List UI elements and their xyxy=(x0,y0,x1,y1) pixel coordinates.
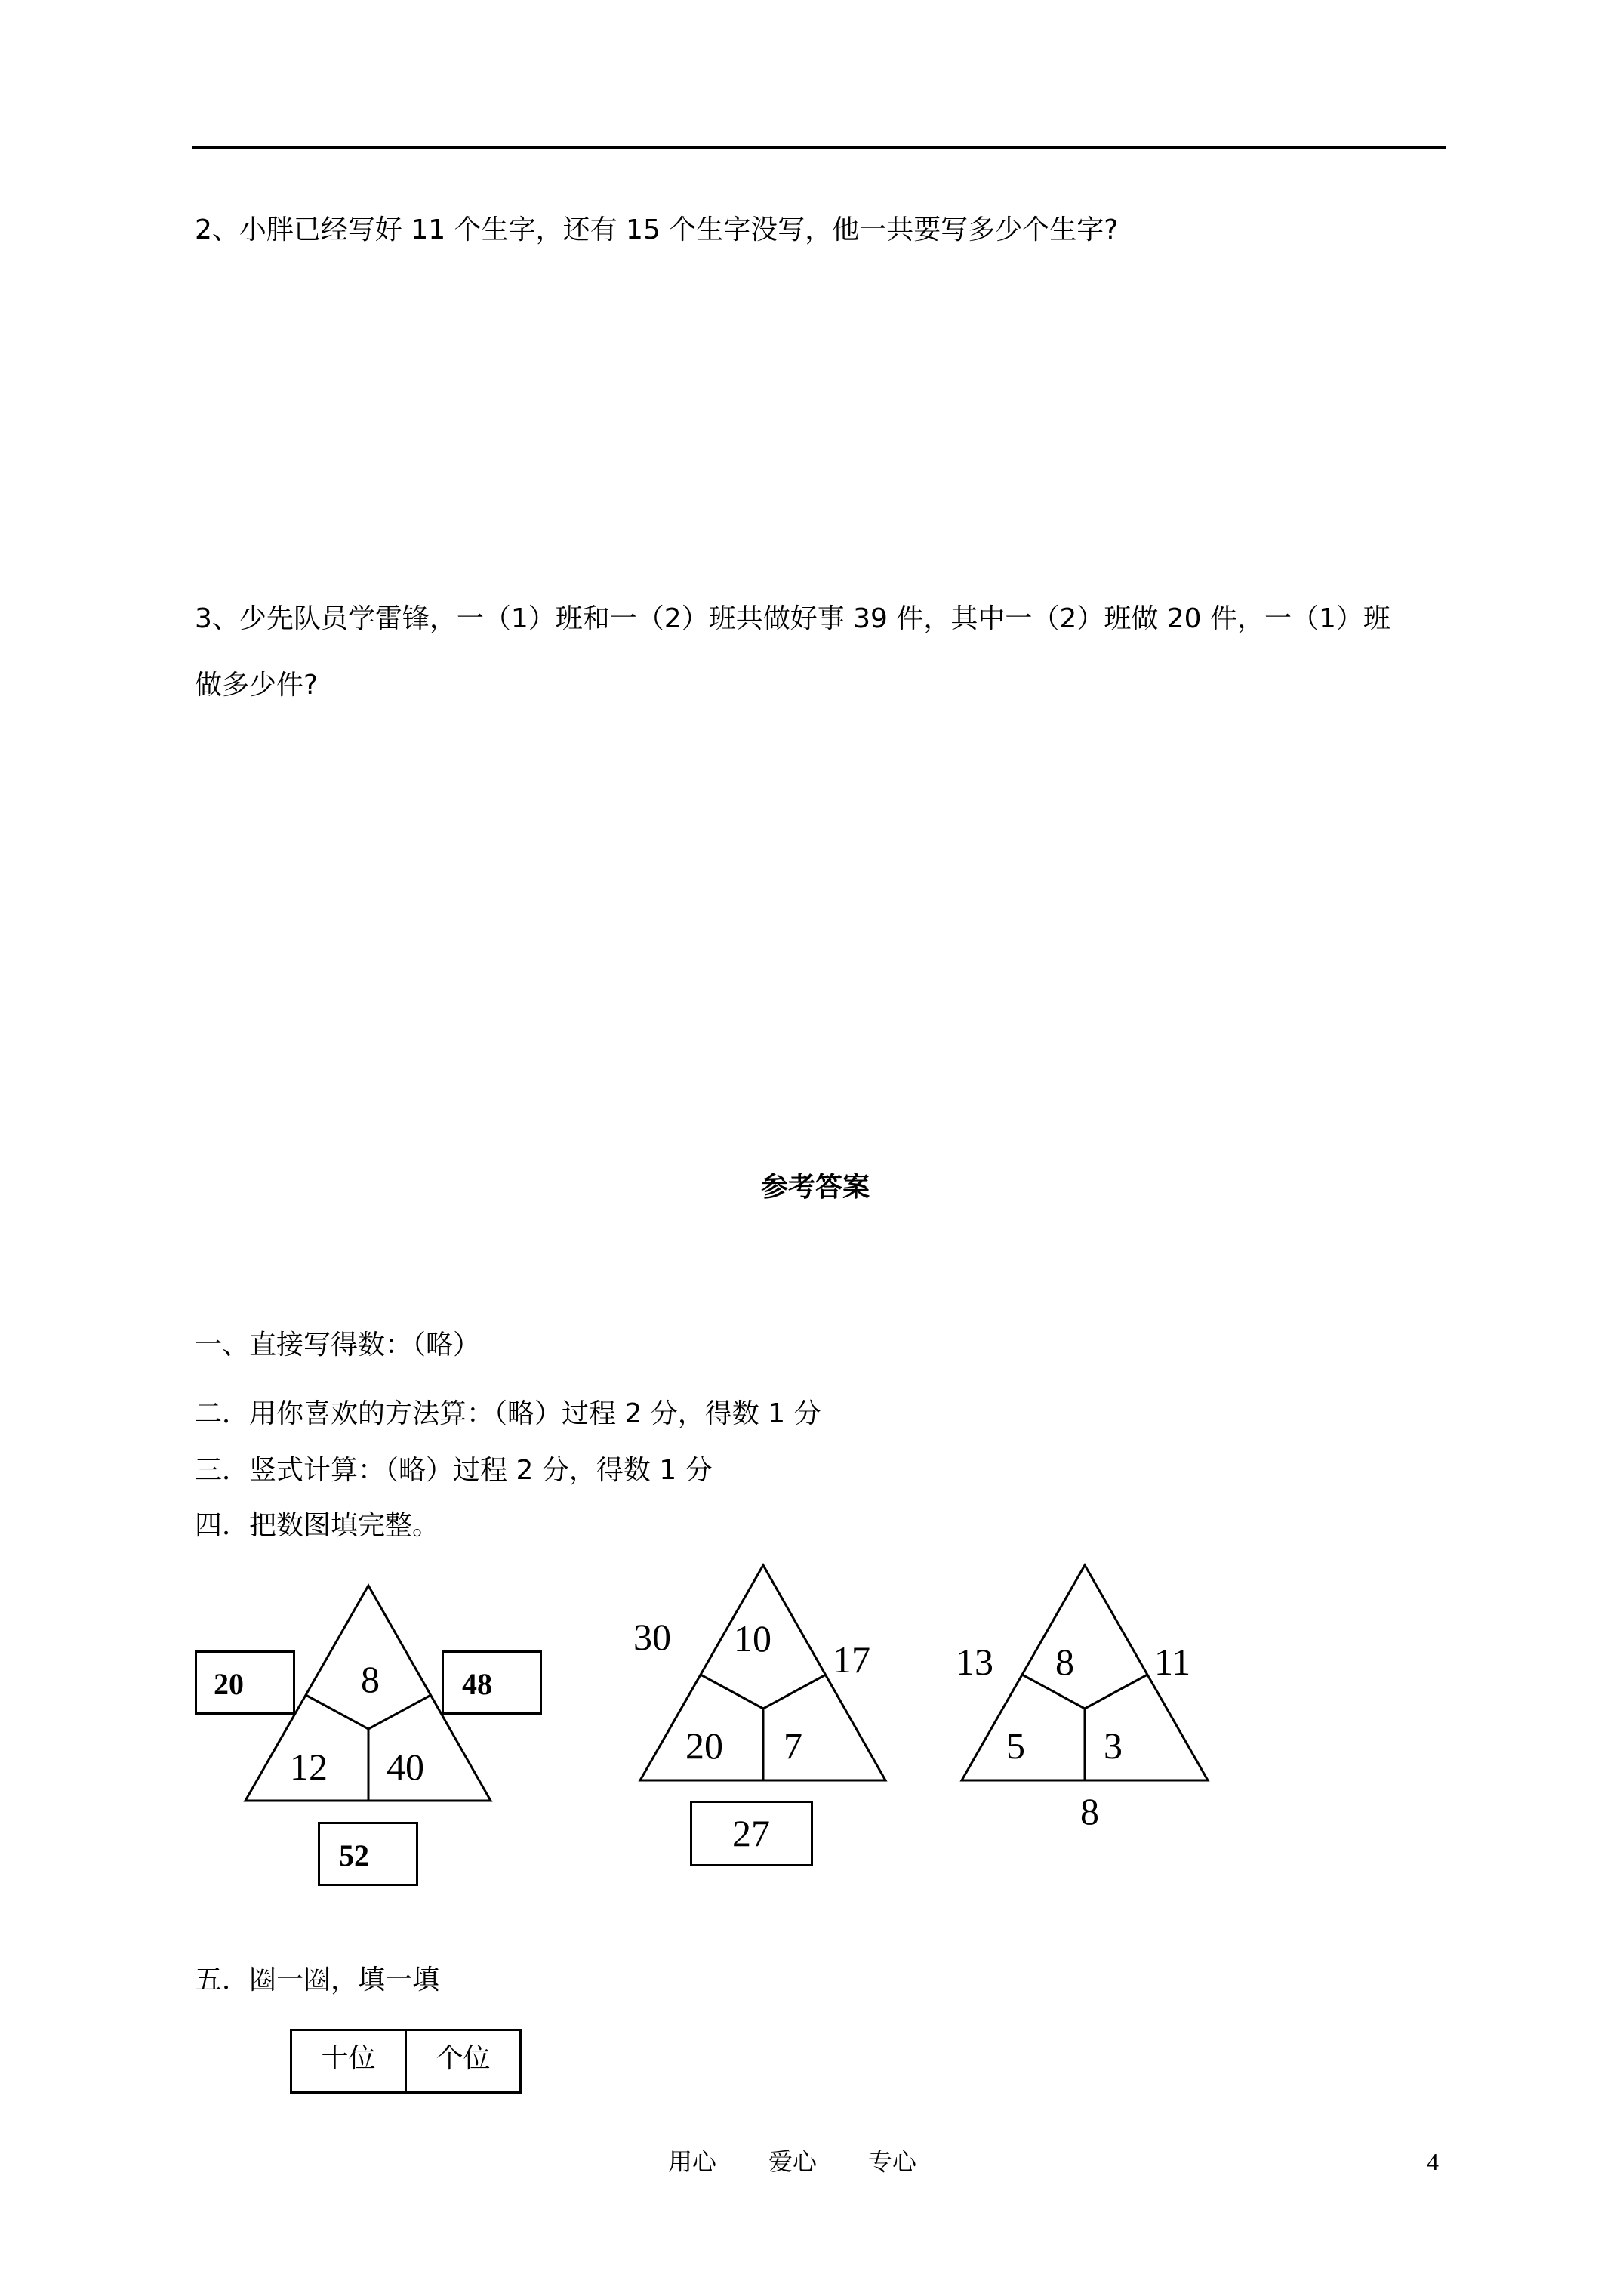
diagram-2-left-outer-value: 30 xyxy=(633,1616,671,1658)
question-3-line-2: 做多少件? xyxy=(195,670,319,701)
diagram-3-bottom-left-value: 5 xyxy=(1006,1724,1025,1767)
diagram-2-bottom-left-value: 20 xyxy=(685,1724,723,1767)
diagram-1-top-value: 8 xyxy=(361,1658,380,1700)
diagram-1-divider-left xyxy=(306,1695,368,1729)
diagram-1-left-value: 20 xyxy=(214,1667,244,1701)
diagram-3-top-value: 8 xyxy=(1055,1641,1074,1683)
footer-word-3: 专心 xyxy=(868,2147,917,2176)
tens-header: 十位 xyxy=(291,2030,406,2093)
answer-item-1: 一、直接写得数：（略） xyxy=(195,1330,481,1361)
diagram-2-bottom-right-value: 7 xyxy=(784,1724,802,1767)
diagram-1-bottom-right-value: 40 xyxy=(387,1746,424,1788)
place-value-table xyxy=(290,2029,522,2094)
page-number: 4 xyxy=(1427,2148,1439,2175)
diagram-3-right-outer-value: 11 xyxy=(1154,1641,1191,1683)
diagram-3-divider-left xyxy=(1022,1675,1085,1709)
footer-word-1: 用心 xyxy=(668,2147,717,2176)
answer-item-2: 二．用你喜欢的方法算：（略）过程 2 分，得数 1 分 xyxy=(195,1398,821,1429)
diagram-1-bottom-value: 52 xyxy=(339,1838,369,1872)
answer-item-4: 四．把数图填完整。 xyxy=(195,1510,440,1541)
question-2: 2、小胖已经写好 11 个生字，还有 15 个生字没写，他一共要写多少个生字? xyxy=(195,214,1119,245)
ones-header: 个位 xyxy=(406,2030,521,2093)
diagram-1-right-value: 48 xyxy=(462,1667,492,1701)
diagram-3-left-outer-value: 13 xyxy=(956,1641,993,1683)
diagram-1-left-box xyxy=(195,1650,295,1715)
diagram-2-right-outer-value: 17 xyxy=(833,1638,870,1681)
diagram-2-divider-right xyxy=(763,1675,826,1709)
question-3-line-1: 3、少先队员学雷锋，一（1）班和一（2）班共做好事 39 件，其中一（2）班做 20 件，一（1）班 xyxy=(195,603,1390,634)
diagram-1-bottom-left-value: 12 xyxy=(290,1746,328,1788)
section-5-heading: 五．圈一圈，填一填 xyxy=(195,1965,440,1996)
diagram-2-bottom-value: 27 xyxy=(732,1812,770,1854)
diagram-2-top-value: 10 xyxy=(734,1617,771,1660)
answer-item-3: 三．竖式计算：（略）过程 2 分，得数 1 分 xyxy=(195,1455,713,1486)
diagram-3-divider-right xyxy=(1085,1675,1147,1709)
footer-word-2: 爱心 xyxy=(768,2147,818,2176)
diagram-3-below-value: 8 xyxy=(1080,1790,1099,1832)
diagram-2-divider-left xyxy=(701,1675,763,1709)
answers-title: 参考答案 xyxy=(761,1172,870,1203)
diagram-3-bottom-right-value: 3 xyxy=(1104,1724,1123,1767)
